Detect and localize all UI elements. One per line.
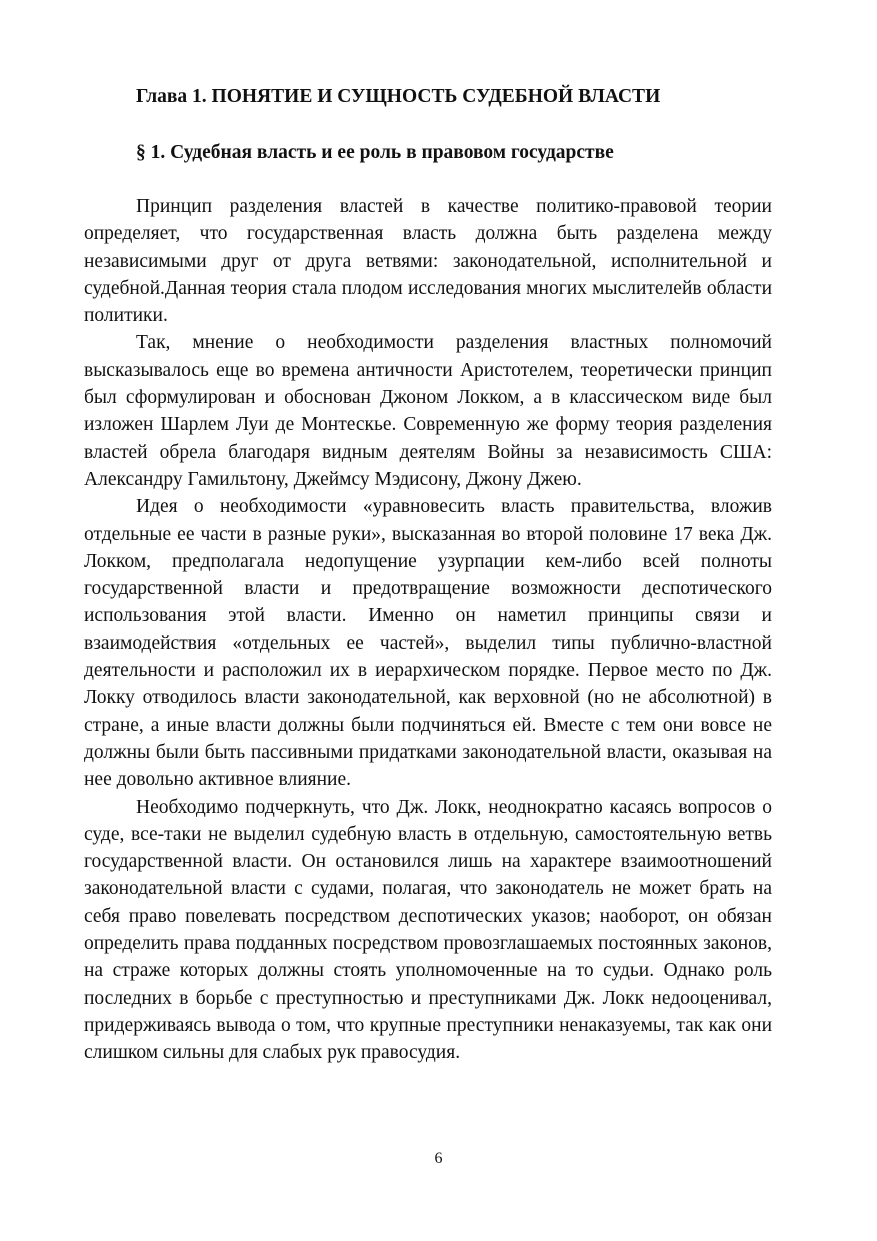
- paragraph: Так, мнение о необходимости разделения властных полномочий высказывалось еще во времена античности Аристотелем, теоретически принцип был сформулирован и обоснован Джоном Локком, а в классическом виде был изложен Шарлем Луи де Монтескье. Современную же форму теория разделения властей обрела благодаря видным деятелям Войны за независимость США: Александру Гамильтону, Джеймсу Мэдисону, Джону Джею.: [84, 332, 772, 490]
- paragraph: Принцип разделения властей в качестве политико-правовой теории определяет, что государственная власть должна быть разделена между независимыми друг от друга ветвями: законодательной, исполнительной и судебной.Данная теория стала плодом исследования многих мыслителейв области политики.: [84, 196, 772, 327]
- body-text: [84, 193, 772, 1067]
- chapter-title: Глава 1. ПОНЯТИЕ И СУЩНОСТЬ СУДЕБНОЙ ВЛАСТИ: [136, 86, 661, 107]
- section-title: § 1. Судебная власть и ее роль в правовом государстве: [136, 142, 614, 163]
- paragraph: Идея о необходимости «уравновесить власть правительства, вложив отдельные ее части в разные руки», высказанная во второй половине 17 века Дж. Локком, предполагала недопущение узурпации кем-либо всей полноты государственной власти и предотвращение возможности деспотического использования этой власти. Именно он наметил принципы связи и взаимодействия «отдельных ее частей», выделил типы публично-властной деятельности и расположил их в иерархическом порядке. Первое место по Дж. Локку отводилось власти законодательной, как верховной (но не абсолютной) в стране, а иные власти должны были подчиняться ей. Вместе с тем они вовсе не должны были быть пассивными придатками законодательной власти, оказывая на нее довольно активное влияние.: [84, 496, 772, 791]
- paragraph: Необходимо подчеркнуть, что Дж. Локк, неоднократно касаясь вопросов о суде, все-таки не выделил судебную власть в отдельную, самостоятельную ветвь государственной власти. Он остановился лишь на характере взаимоотношений законодательной власти с судами, полагая, что законодатель не может брать на себя право повелевать посредством деспотических указов; наоборот, он обязан определить права подданных посредством провозглашаемых постоянных законов, на страже которых должны стоять уполномоченные на то судьи. Однако роль последних в борьбе с преступностью и преступниками Дж. Локк недооценивал, придерживаясь вывода о том, что крупные преступники ненаказуемы, так как они слишком сильны для слабых рук правосудия.: [84, 796, 772, 1064]
- page-number: 6: [434, 1150, 443, 1167]
